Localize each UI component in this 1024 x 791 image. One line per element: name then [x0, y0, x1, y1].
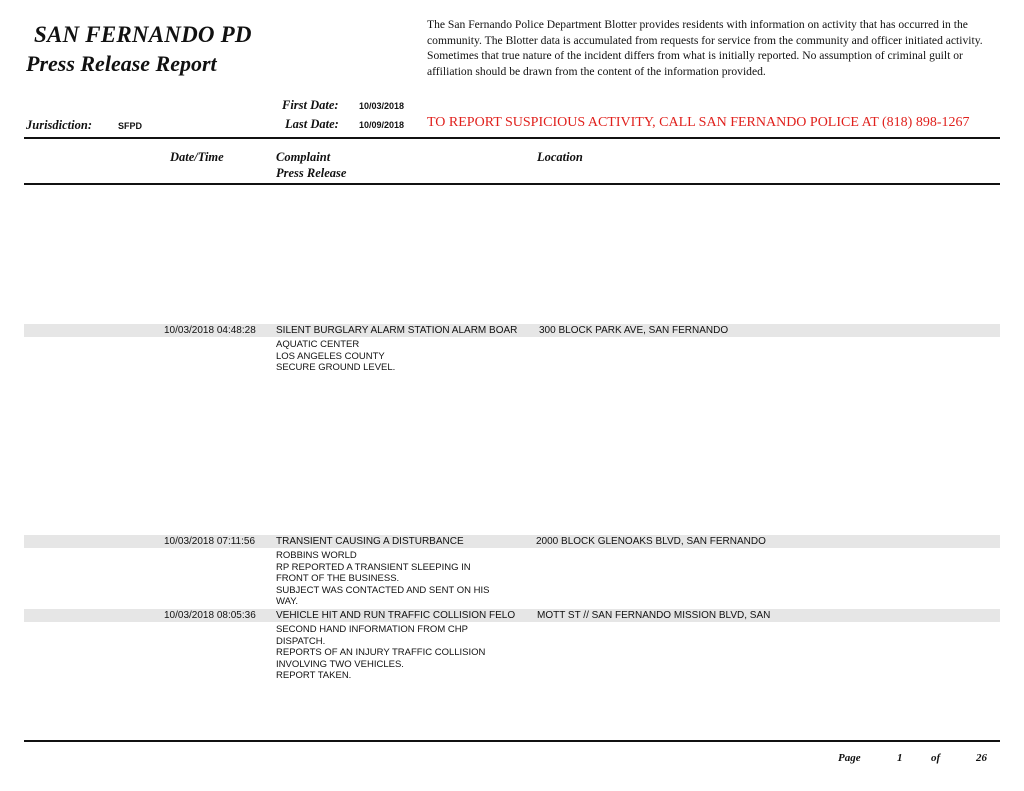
- press-release-line: RP REPORTED A TRANSIENT SLEEPING IN: [276, 561, 471, 573]
- record-complaint: VEHICLE HIT AND RUN TRAFFIC COLLISION FELO: [276, 610, 516, 621]
- agency-name: SAN FERNANDO PD: [34, 22, 252, 47]
- jurisdiction-label: Jurisdiction:: [26, 118, 92, 132]
- record-datetime: 10/03/2018 07:11:56: [164, 536, 256, 547]
- press-release-line: DISPATCH.: [276, 635, 326, 647]
- column-header-complaint: Complaint: [276, 150, 331, 164]
- record-location: 300 BLOCK PARK AVE, SAN FERNANDO: [539, 325, 729, 336]
- press-release-line: REPORT TAKEN.: [276, 670, 352, 681]
- footer-page-number: 1: [897, 752, 903, 764]
- press-release-line: REPORTS OF AN INJURY TRAFFIC COLLISION: [276, 647, 486, 658]
- record-location: 2000 BLOCK GLENOAKS BLVD, SAN FERNANDO: [536, 536, 766, 547]
- press-release-line: ROBBINS WORLD: [276, 550, 357, 561]
- first-date-label: First Date:: [282, 98, 339, 112]
- column-header-press-release: Press Release: [276, 166, 347, 180]
- press-release-line: SECURE GROUND LEVEL.: [276, 362, 396, 373]
- press-release-line: INVOLVING TWO VEHICLES.: [276, 658, 404, 670]
- record-press-release: [276, 624, 485, 682]
- press-release-line: WAY.: [276, 596, 298, 607]
- jurisdiction-value: SFPD: [118, 121, 143, 131]
- disclaimer-text: The San Fernando Police Department Blotter provides residents with information on activity that has occurred in the community. The Blotter data is accumulated from requests for service from the community and officer initiated activity. Sometimes that true nature of the incident differs from what is initially reported. No assumption of criminal guilt or affiliation should be drawn from the content of the information provided.: [427, 18, 983, 78]
- report-suspicious-notice: TO REPORT SUSPICIOUS ACTIVITY, CALL SAN FERNANDO POLICE AT (818) 898-1267: [427, 115, 970, 130]
- press-release-line: SUBJECT WAS CONTACTED AND SENT ON HIS: [276, 584, 490, 596]
- footer-of-label: of: [931, 752, 941, 764]
- column-header-datetime: Date/Time: [170, 150, 224, 164]
- record-complaint: SILENT BURGLARY ALARM STATION ALARM BOAR: [276, 325, 518, 336]
- record-press-release: [276, 550, 489, 608]
- footer-rule: [24, 740, 1000, 742]
- press-release-line: SECOND HAND INFORMATION FROM CHP: [276, 624, 468, 635]
- column-header-location: Location: [537, 150, 583, 164]
- first-date-value: 10/03/2018: [359, 101, 405, 111]
- header-rule-top: [24, 137, 1000, 139]
- press-release-line: LOS ANGELES COUNTY: [276, 350, 385, 362]
- header-rule-bottom: [24, 183, 1000, 185]
- last-date-label: Last Date:: [285, 117, 339, 131]
- report-title: Press Release Report: [26, 51, 217, 76]
- record-datetime: 10/03/2018 04:48:28: [164, 325, 256, 336]
- footer-total-pages: 26: [976, 752, 987, 764]
- press-release-line: FRONT OF THE BUSINESS.: [276, 573, 400, 584]
- record-datetime: 10/03/2018 08:05:36: [164, 610, 256, 621]
- record-press-release: [276, 339, 395, 374]
- record-complaint: TRANSIENT CAUSING A DISTURBANCE: [276, 536, 464, 547]
- footer-page-label: Page: [838, 752, 861, 764]
- record-location: MOTT ST // SAN FERNANDO MISSION BLVD, SAN: [537, 610, 771, 621]
- last-date-value: 10/09/2018: [359, 120, 405, 130]
- press-release-line: AQUATIC CENTER: [276, 339, 360, 350]
